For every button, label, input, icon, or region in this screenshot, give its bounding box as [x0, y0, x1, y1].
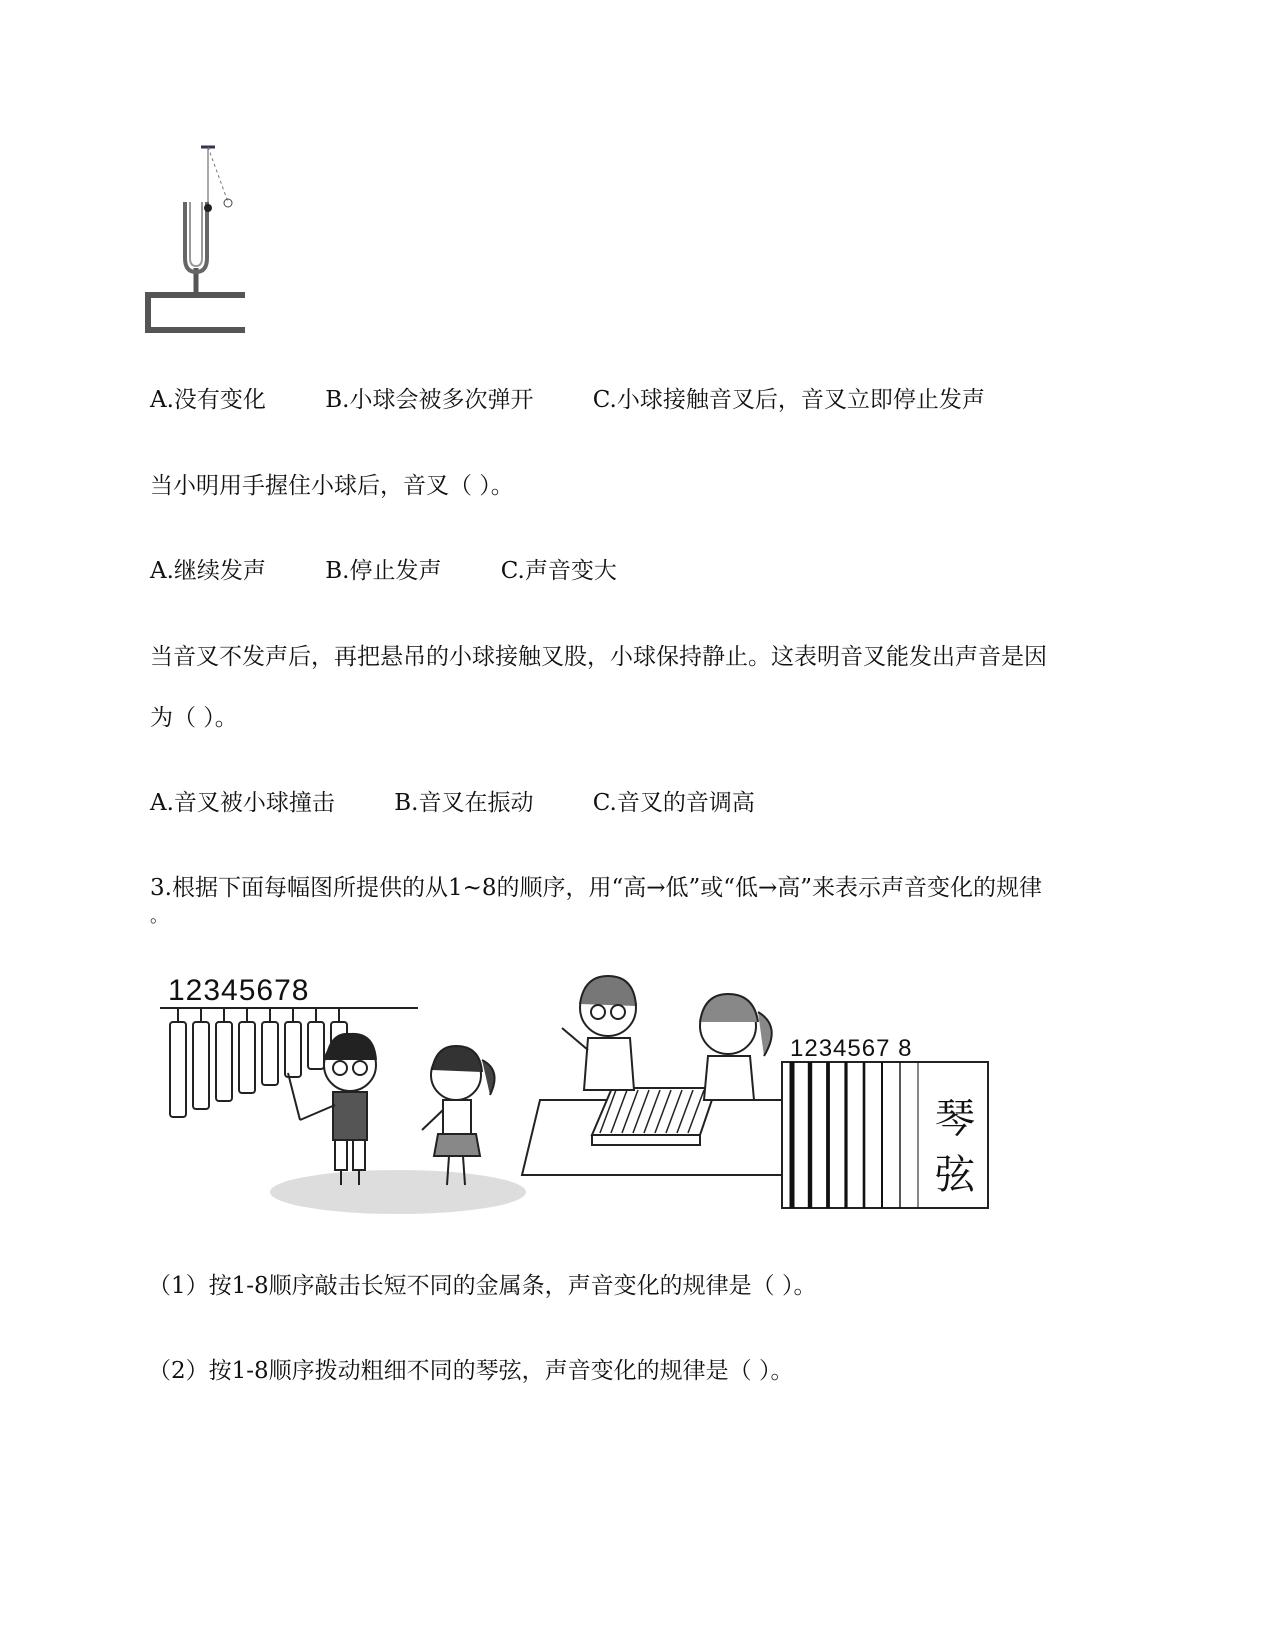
metal-bar — [239, 1022, 255, 1093]
hold-option-a: A.继续发声 — [150, 558, 266, 584]
hold-question-stem: 当小明用手握住小球后，音叉（ ）。 — [150, 473, 514, 499]
boy-at-table — [562, 976, 636, 1090]
hold-option-b: B.停止发声 — [325, 558, 442, 584]
metal-bar — [285, 1022, 301, 1077]
metal-bar — [193, 1022, 209, 1109]
metal-bar — [216, 1022, 232, 1101]
q3-sub1: （1）按1-8顺序敲击长短不同的金属条，声音变化的规律是（ ）。 — [148, 1273, 817, 1299]
hold-option-c: C.声音变大 — [500, 558, 617, 584]
strings-number-labels: 1234567 8 — [790, 1035, 913, 1062]
metal-bar — [170, 1022, 186, 1117]
reason-option-c: C.音叉的音调高 — [592, 790, 755, 816]
q3-stem-line2: 。 — [150, 906, 168, 927]
fork-option-b: B.小球会被多次弹开 — [325, 387, 534, 413]
bars-number-labels: 12345678 — [168, 974, 310, 1007]
q3-illustration — [160, 960, 1040, 1260]
tuning-fork-figure — [140, 140, 255, 340]
zither — [592, 1088, 716, 1145]
reason-question-stem-line1: 当音叉不发声后，再把悬吊的小球接触叉股，小球保持静止。这表明音叉能发出声音是因 — [150, 644, 1047, 670]
reason-question-stem-line2: 为（ ）。 — [150, 705, 238, 731]
strings-label-qin: 琴 — [935, 1097, 975, 1141]
hold-options-row — [150, 560, 617, 583]
fork-option-a: A.没有变化 — [150, 387, 266, 413]
girl-at-table — [700, 994, 772, 1100]
fork-option-c: C.小球接触音叉后，音叉立即停止发声 — [592, 387, 985, 413]
metal-bar — [262, 1022, 278, 1085]
reason-option-b: B.音叉在振动 — [394, 790, 534, 816]
metal-bars — [170, 1008, 347, 1117]
reason-option-a: A.音叉被小球撞击 — [150, 790, 335, 816]
q3-stem-line1: 3.根据下面每幅图所提供的从1~8的顺序，用“高→低”或“低→高”来表示声音变化的规律 — [150, 875, 1043, 901]
strings-label-xian: 弦 — [935, 1153, 975, 1197]
reason-options-row — [150, 792, 755, 815]
metal-bar — [308, 1022, 324, 1069]
girl-left — [422, 1046, 495, 1185]
fork-options-row — [150, 389, 985, 412]
q3-sub2: （2）按1-8顺序拨动粗细不同的琴弦，声音变化的规律是（ ）。 — [148, 1358, 794, 1384]
